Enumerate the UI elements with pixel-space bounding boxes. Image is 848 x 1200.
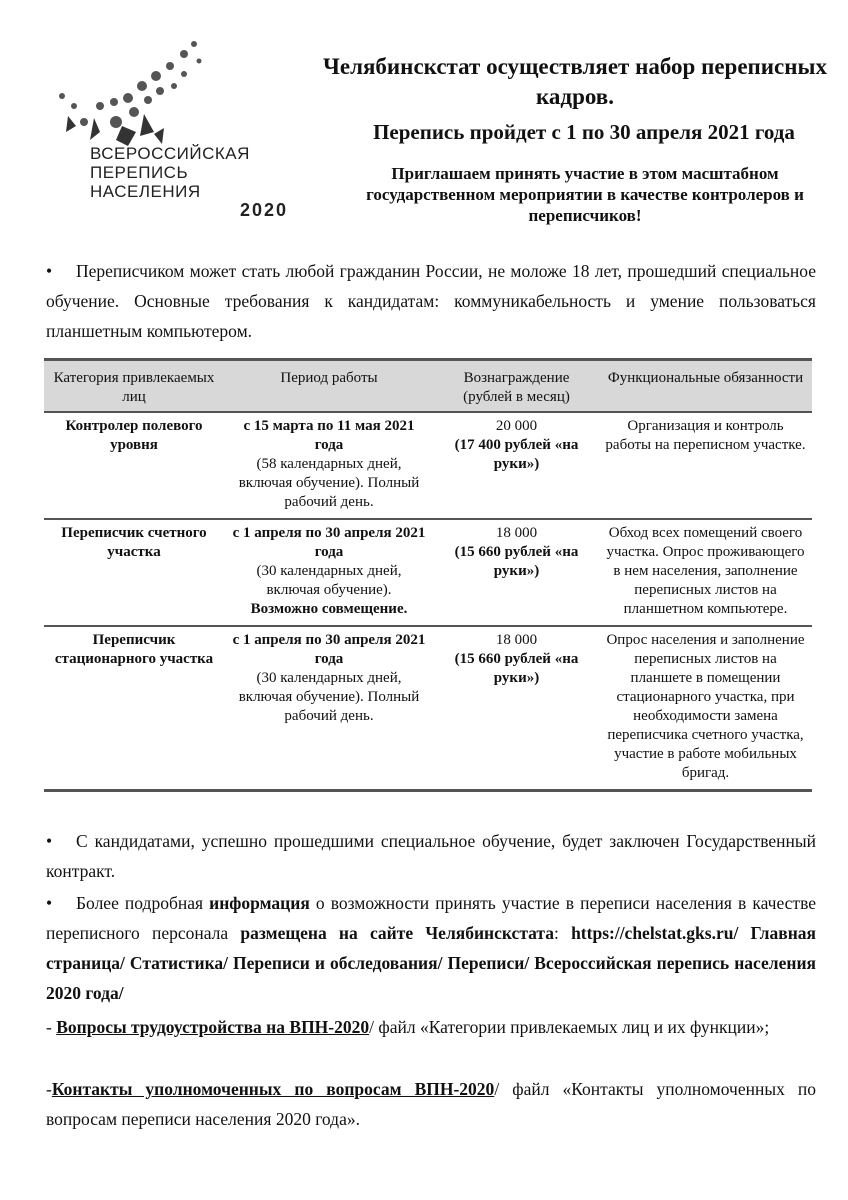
info-paragraph: • Более подробная информация о возможности принять участие в переписи населения в качестве переписного персонала размещена на сайте Челябинскстата: https://chelstat.gks.ru/ Главная страница/ Статистика/ Переписи и обследования/ Переписи/ Всероссийская перепись населения 2020 года/	[46, 888, 816, 1008]
dash: -	[46, 1017, 52, 1037]
census-logo	[44, 36, 304, 226]
link-rest: / файл «Контакты уполномоченных по вопросам переписи населения 2020 года».	[46, 1079, 816, 1129]
table-row	[44, 626, 812, 791]
header-category: Категория привлекаемых лиц	[44, 360, 224, 413]
logo-line-3: НАСЕЛЕНИЯ	[90, 182, 201, 201]
period-details: (58 календарных дней, включая обучение). Полный рабочий день.	[238, 456, 420, 510]
info-text-2: о возможности принять участие в переписи населения в качестве переписного персонала	[46, 893, 816, 943]
page-title: Челябинскстат осуществляет набор переписных кадров.	[323, 54, 827, 109]
logo-line-1: ВСЕРОССИЙСКАЯ	[90, 144, 250, 163]
intro-paragraph	[46, 256, 816, 346]
row-period	[224, 412, 434, 519]
site-path: https://chelstat.gks.ru/ Главная страница/ Статистика/ Переписи и обследования/ Переписи/ Всероссийская перепись населения 2020 года/	[46, 923, 816, 1003]
row-category: Переписчик стационарного участка	[44, 626, 224, 791]
table-header-row	[44, 360, 812, 413]
table-row	[44, 519, 812, 626]
intro-text: Переписчиком может стать любой гражданин России, не моложе 18 лет, прошедший специальное обучение. Основные требования к кандидатам: коммуникабельность и умение пользоваться планшетным компьютером.	[46, 261, 816, 341]
period-dates: с 1 апреля по 30 апреля 2021 года	[232, 525, 426, 560]
bullet-icon: •	[46, 261, 53, 281]
page-subtitle: Перепись пройдет с 1 по 30 апреля 2021 года	[373, 120, 795, 144]
contract-text: С кандидатами, успешно прошедшими специальное обучение, будет заключен Государственный контракт.	[46, 831, 816, 881]
period-details: (30 календарных дней, включая обучение).	[256, 563, 402, 598]
logo-text	[90, 144, 250, 201]
pay-net: (17 400 рублей «на руки»)	[454, 437, 579, 472]
pay-amount: 20 000	[495, 418, 538, 434]
info-text-1: Более подробная	[76, 893, 204, 913]
period-details: (30 календарных дней, включая обучение). Полный рабочий день.	[238, 670, 420, 724]
invitation-text: Приглашаем принять участие в этом масштабном государственном мероприятии в качестве контролеров и переписчиков!	[366, 164, 804, 225]
positions-table	[44, 358, 812, 792]
link-rest: / файл «Категории привлекаемых лиц и их функции»;	[369, 1017, 770, 1037]
row-pay	[434, 412, 599, 519]
row-period	[224, 626, 434, 791]
header-duties: Функциональные обязанности	[599, 360, 812, 413]
census-logo-icon	[44, 36, 304, 156]
pay-amount: 18 000	[495, 632, 538, 648]
bullet-icon: •	[46, 831, 53, 851]
jobs-questions-link[interactable]: Вопросы трудоустройства на ВПН-2020	[56, 1017, 370, 1037]
pay-net: (15 660 рублей «на руки»)	[454, 544, 579, 579]
header-period: Период работы	[224, 360, 434, 413]
row-duties: Опрос населения и заполнение переписных листов на планшете в помещении стационарного участка, при необходимости замена переписчика счетного участка, участие в работе мобильных бригад.	[599, 626, 812, 791]
logo-line-2: ПЕРЕПИСЬ	[90, 163, 189, 182]
link-line-2	[46, 1074, 816, 1134]
dash: -	[46, 1079, 52, 1099]
row-category: Переписчик счетного участка	[44, 519, 224, 626]
row-duties: Организация и контроль работы на переписном участке.	[599, 412, 812, 519]
row-pay	[434, 626, 599, 791]
row-duties: Обход всех помещений своего участка. Опрос проживающего в нем населения, заполнение переписных листов на планшетном компьютере.	[599, 519, 812, 626]
table-row	[44, 412, 812, 519]
logo-year: 2020	[240, 200, 289, 220]
contract-paragraph	[46, 826, 816, 886]
bullet-icon: •	[46, 893, 53, 913]
row-period	[224, 519, 434, 626]
row-category: Контролер полевого уровня	[44, 412, 224, 519]
pay-net: (15 660 рублей «на руки»)	[454, 651, 579, 686]
info-bold-2: размещена на сайте Челябинскстата	[240, 923, 554, 943]
period-note: Возможно совмещение.	[250, 601, 408, 617]
period-dates: с 15 марта по 11 мая 2021 года	[243, 418, 415, 453]
link-line-1	[46, 1012, 816, 1042]
period-dates: с 1 апреля по 30 апреля 2021 года	[232, 632, 426, 667]
info-bold-1: информация	[209, 893, 310, 913]
contacts-link[interactable]: Контакты уполномоченных по вопросам ВПН-2020	[51, 1079, 495, 1099]
pay-amount: 18 000	[495, 525, 538, 541]
row-pay	[434, 519, 599, 626]
header-pay: Вознаграждение (рублей в месяц)	[434, 360, 599, 413]
